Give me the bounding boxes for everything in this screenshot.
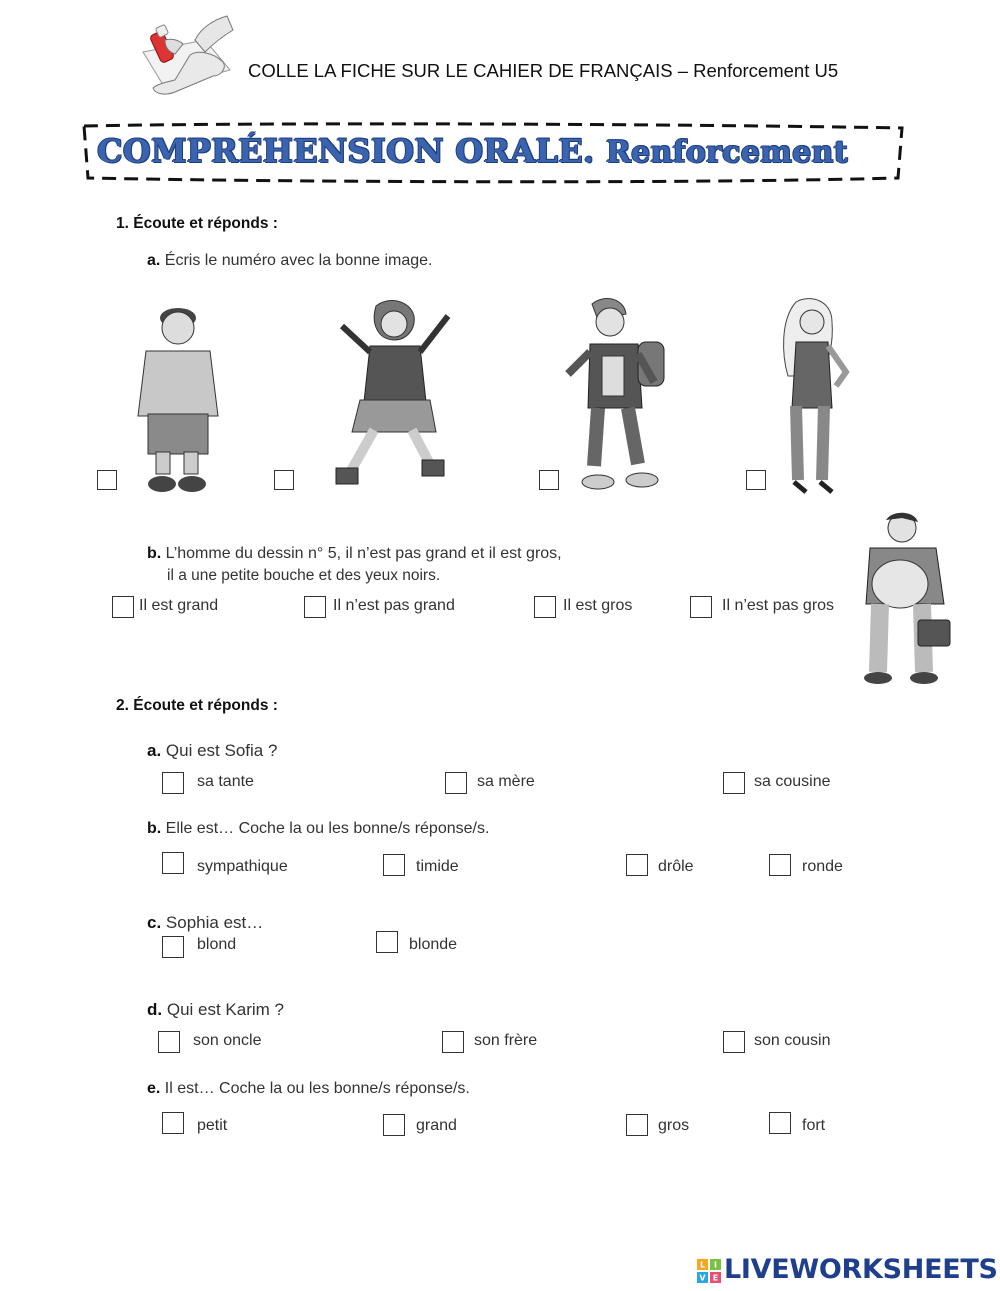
checkbox-timide[interactable] bbox=[383, 854, 405, 876]
checkbox-il-est-gros[interactable] bbox=[534, 596, 556, 618]
option-blond: blond bbox=[197, 936, 237, 953]
svg-text:I: I bbox=[714, 1260, 717, 1270]
question-1b-line2: il a une petite bouche et des yeux noirs. bbox=[167, 567, 441, 584]
checkbox-grand[interactable] bbox=[383, 1114, 405, 1136]
checkbox-drole[interactable] bbox=[626, 854, 648, 876]
option-grand: grand bbox=[416, 1117, 457, 1134]
liveworksheets-logo-icon bbox=[697, 1259, 721, 1283]
option-son-cousin: son cousin bbox=[754, 1032, 831, 1049]
option-sa-mere: sa mère bbox=[477, 773, 535, 790]
option-petit: petit bbox=[197, 1117, 228, 1134]
boy-with-cap-illustration bbox=[118, 296, 236, 498]
image-number-box-3[interactable] bbox=[539, 470, 559, 490]
page-title: COMPRÉHENSION ORALE. Renforcement bbox=[97, 132, 848, 170]
question-2d: d. Qui est Karim ? bbox=[147, 1000, 284, 1019]
checkbox-son-oncle[interactable] bbox=[158, 1031, 180, 1053]
checkbox-blond[interactable] bbox=[162, 936, 184, 958]
checkbox-sa-cousine[interactable] bbox=[723, 772, 745, 794]
option-il-nest-pas-grand: Il n’est pas grand bbox=[333, 597, 455, 614]
liveworksheets-brand: LIVEWORKSHEETS bbox=[724, 1254, 998, 1285]
svg-text:E: E bbox=[712, 1273, 719, 1283]
option-drole: drôle bbox=[658, 858, 694, 875]
glue-hand-illustration bbox=[135, 10, 235, 102]
checkbox-son-frere[interactable] bbox=[442, 1031, 464, 1053]
checkbox-petit[interactable] bbox=[162, 1112, 184, 1134]
option-sympathique: sympathique bbox=[197, 858, 288, 875]
checkbox-gros[interactable] bbox=[626, 1114, 648, 1136]
checkbox-son-cousin[interactable] bbox=[723, 1031, 745, 1053]
man-with-briefcase-illustration bbox=[856, 508, 956, 688]
checkbox-sympathique[interactable] bbox=[162, 852, 184, 874]
checkbox-blonde[interactable] bbox=[376, 931, 398, 953]
checkbox-sa-tante[interactable] bbox=[162, 772, 184, 794]
option-son-oncle: son oncle bbox=[193, 1032, 262, 1049]
question-2a: a. Qui est Sofia ? bbox=[147, 741, 278, 760]
option-timide: timide bbox=[416, 858, 459, 875]
girl-with-glasses-illustration bbox=[318, 296, 476, 498]
option-ronde: ronde bbox=[802, 858, 843, 875]
image-number-box-4[interactable] bbox=[746, 470, 766, 490]
section1-heading: 1. Écoute et réponds : bbox=[116, 215, 278, 232]
section2-heading: 2. Écoute et réponds : bbox=[116, 697, 278, 714]
checkbox-il-nest-pas-gros[interactable] bbox=[690, 596, 712, 618]
image-number-box-2[interactable] bbox=[274, 470, 294, 490]
header-instruction: COLLE LA FICHE SUR LE CAHIER DE FRANÇAIS – Renforcement U5 bbox=[248, 60, 839, 81]
question-1a: a. Écris le numéro avec la bonne image. bbox=[147, 252, 433, 269]
option-blonde: blonde bbox=[409, 936, 458, 953]
option-il-nest-pas-gros: Il n’est pas gros bbox=[722, 597, 835, 614]
svg-text:L: L bbox=[699, 1260, 706, 1270]
checkbox-sa-mere[interactable] bbox=[445, 772, 467, 794]
image-number-box-1[interactable] bbox=[97, 470, 117, 490]
question-2e: e. Il est… Coche la ou les bonne/s réponse/s. bbox=[147, 1080, 470, 1097]
option-sa-tante: sa tante bbox=[197, 773, 254, 790]
question-1b: b. L’homme du dessin n° 5, il n’est pas grand et il est gros, bbox=[147, 545, 562, 562]
option-il-est-gros: Il est gros bbox=[563, 597, 633, 614]
blonde-woman-illustration bbox=[766, 296, 866, 498]
checkbox-fort[interactable] bbox=[769, 1112, 791, 1134]
svg-text:V: V bbox=[699, 1273, 706, 1283]
boy-with-backpack-illustration bbox=[558, 296, 684, 498]
option-sa-cousine: sa cousine bbox=[754, 773, 831, 790]
option-fort: fort bbox=[802, 1117, 826, 1134]
option-gros: gros bbox=[658, 1117, 690, 1134]
option-il-est-grand: Il est grand bbox=[139, 597, 219, 614]
question-2b: b. Elle est… Coche la ou les bonne/s réponse/s. bbox=[147, 820, 490, 837]
checkbox-il-est-grand[interactable] bbox=[112, 596, 134, 618]
option-son-frere: son frère bbox=[474, 1032, 538, 1049]
question-2c: c. Sophia est… bbox=[147, 913, 264, 932]
checkbox-ronde[interactable] bbox=[769, 854, 791, 876]
checkbox-il-nest-pas-grand[interactable] bbox=[304, 596, 326, 618]
